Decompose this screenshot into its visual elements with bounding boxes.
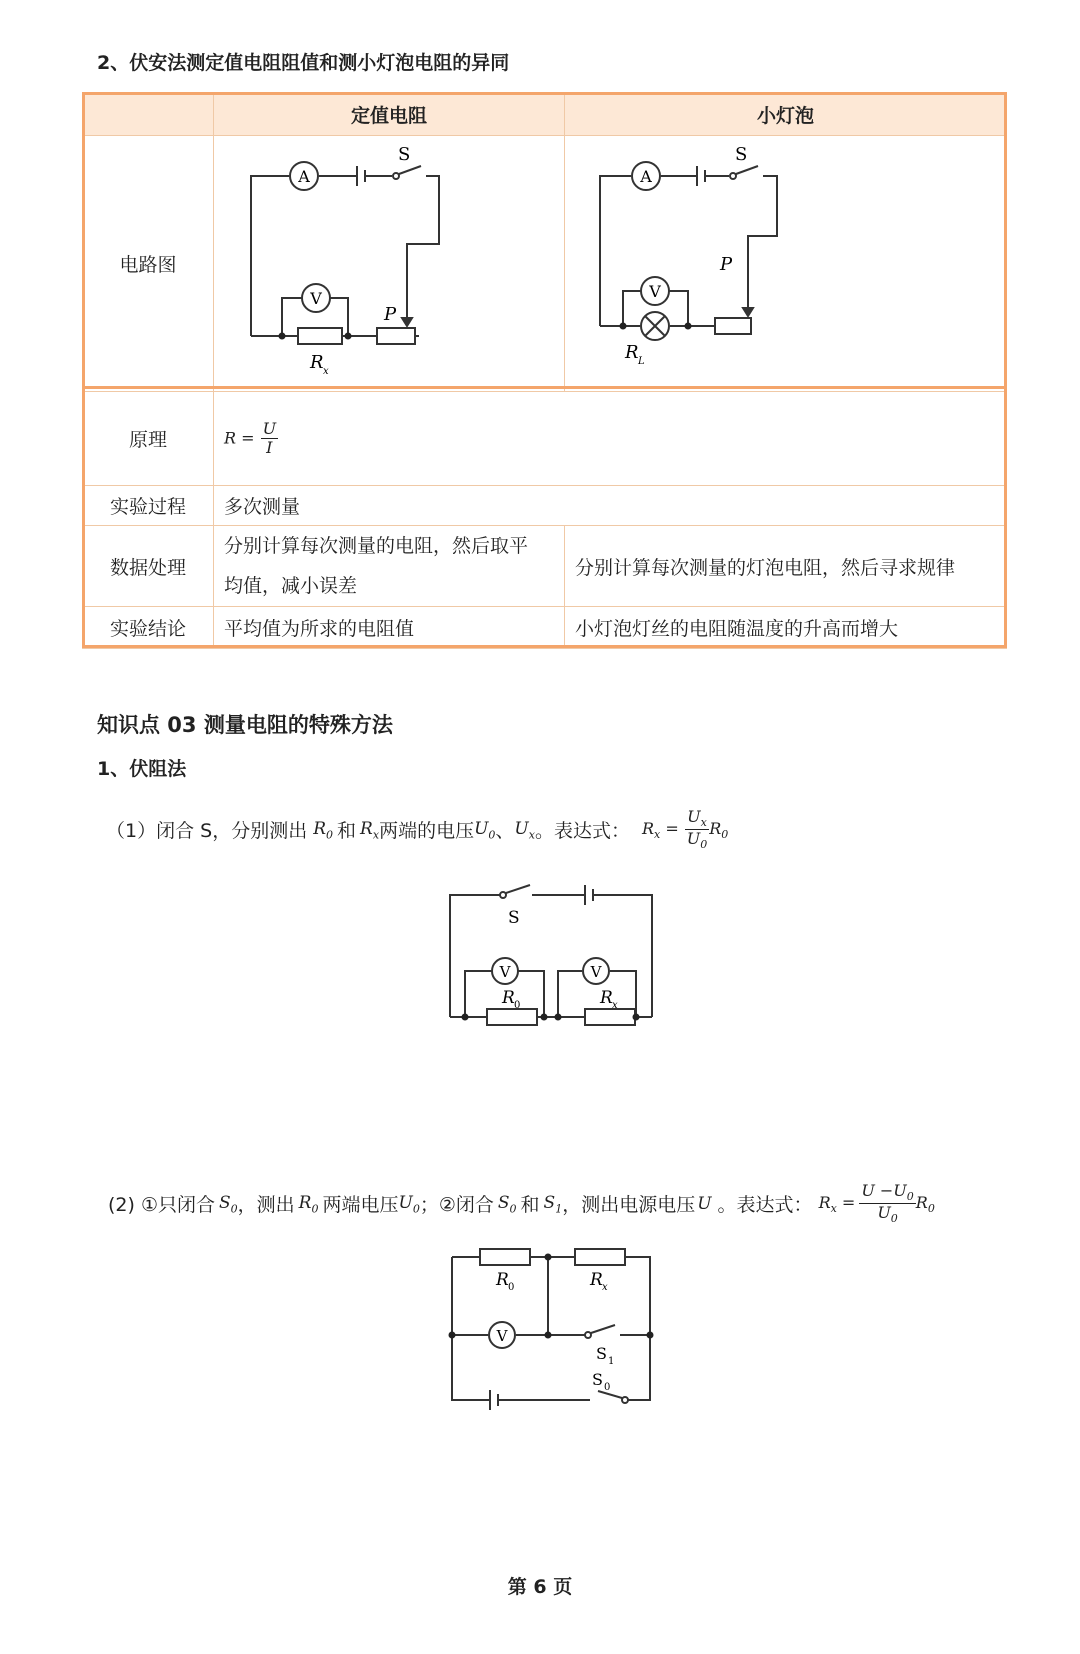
row-label-process: 实验过程 xyxy=(83,486,214,526)
circuit-bulb-cell xyxy=(565,136,1007,392)
ammeter-label: A xyxy=(298,167,310,186)
principle-cell xyxy=(214,392,1007,486)
item2-r0: $R_0$ xyxy=(298,1192,319,1215)
item2-prefix: (2) ①只闭合 xyxy=(108,1194,215,1217)
item1-sep: 、 xyxy=(495,820,515,843)
c1-rx-sub: x xyxy=(612,1000,618,1011)
c2-rx-sub: x xyxy=(602,1282,608,1293)
ammeter-label-bulb: A xyxy=(640,167,652,186)
c2-r0-label: R xyxy=(496,1270,509,1290)
principle-den: I xyxy=(266,438,273,457)
c2-s1-sub: 1 xyxy=(608,1356,615,1367)
c2-voltmeter-label: V xyxy=(496,1327,508,1345)
item2-expr-frac: $\frac{U -U_0}{U_0}$ xyxy=(861,1181,914,1226)
item1-text xyxy=(106,808,728,852)
data-bulb-cell: 分别计算每次测量的灯泡电阻，然后寻求规律 xyxy=(565,526,1007,607)
comparison-table xyxy=(82,92,1007,649)
item2-part4: ，测出电源电压 xyxy=(562,1194,696,1217)
c1-voltmeter-label-1: V xyxy=(499,963,511,981)
row-label-data: 数据处理 xyxy=(83,526,214,607)
item2-s1: $S_1$ xyxy=(543,1192,563,1215)
page-footer: 第 6 页 xyxy=(507,1576,573,1598)
principle-lhs: R = xyxy=(224,429,255,448)
row-label-principle: 原理 xyxy=(83,392,214,486)
switch-label-bulb: S xyxy=(735,144,748,165)
item2-expr-r0: $R_0$ xyxy=(915,1192,935,1215)
switch-label: S xyxy=(398,144,411,165)
item1-and: 和 xyxy=(337,820,357,843)
item1-u0: $U_0$ xyxy=(474,818,496,841)
item2-part5: 。表达式： xyxy=(717,1194,813,1217)
voltmeter-label-bulb: V xyxy=(649,282,661,301)
circuit-fixed-diagram xyxy=(214,136,554,386)
item2-part1: ，测出 xyxy=(237,1194,295,1217)
c2-r0-sub: 0 xyxy=(508,1282,515,1293)
principle-fraction xyxy=(261,420,278,456)
table-header-empty xyxy=(83,93,214,136)
item1-rx: $R_x$ xyxy=(360,818,380,841)
table-header-bulb: 小灯泡 xyxy=(565,93,1007,136)
principle-num: U xyxy=(262,419,277,439)
c1-voltmeter-label-2: V xyxy=(590,963,602,981)
slider-label-bulb: P xyxy=(720,254,733,275)
item1-mid2: 两端的电压 xyxy=(379,820,475,843)
conclusion-bulb-cell: 小灯泡灯丝的电阻随温度的升高而增大 xyxy=(565,607,1007,649)
circuit-fixed-cell xyxy=(214,136,565,392)
data-fixed-line2: 均值，减小误差 xyxy=(224,575,358,597)
row-label-circuit: 电路图 xyxy=(83,136,214,392)
item1-ux: $U_x$ xyxy=(514,818,535,841)
section-title: 2、伏安法测定值电阻阻值和测小灯泡电阻的异同 xyxy=(97,52,510,74)
c1-r0-sub: 0 xyxy=(514,1000,521,1011)
item2-u0: $U_0$ xyxy=(398,1192,420,1215)
rx-sub-label: x xyxy=(323,366,329,377)
item2-part2: 两端电压 xyxy=(322,1194,399,1217)
c2-s0-sub: 0 xyxy=(604,1382,611,1393)
item1-prefix: （1）闭合 S，分别测出 xyxy=(106,820,308,843)
item2-text xyxy=(108,1182,935,1226)
rl-sub-label: L xyxy=(638,356,645,367)
c2-rx-label: R xyxy=(590,1270,603,1290)
item2-part3: ；②闭合 xyxy=(419,1194,494,1217)
rx-label: R xyxy=(310,352,324,373)
item1-expr-frac: $\frac{U_x}{U_0}$ xyxy=(686,807,708,852)
kp03-title: 知识点 03 测量电阻的特殊方法 xyxy=(97,713,393,737)
item2-s0: $S_0$ xyxy=(219,1192,238,1215)
rl-label: R xyxy=(625,342,639,363)
c2-s1-label: S xyxy=(596,1344,607,1363)
item1-suffix: 。表达式： xyxy=(534,820,630,843)
process-cell: 多次测量 xyxy=(214,486,1007,526)
item2-and: 和 xyxy=(520,1194,540,1217)
c2-s0-label: S xyxy=(592,1370,603,1389)
item2-u: U xyxy=(697,1193,712,1214)
item1-expr-lhs: $R_x$ = xyxy=(641,818,679,841)
circuit-method1-diagram xyxy=(430,875,670,1045)
c1-switch-label: S xyxy=(508,908,520,928)
c1-rx-label: R xyxy=(600,988,613,1008)
circuit-bulb-diagram xyxy=(565,136,985,386)
slider-label: P xyxy=(384,304,397,325)
table-header-fixed: 定值电阻 xyxy=(214,93,565,136)
c1-r0-label: R xyxy=(502,988,515,1008)
data-fixed-cell xyxy=(214,526,565,607)
data-fixed-line1: 分别计算每次测量的电阻，然后取平 xyxy=(224,535,529,557)
item1-r0: $R_0$ xyxy=(313,818,334,841)
item1-expr-r0: $R_0$ xyxy=(709,818,729,841)
circuit-method2-diagram xyxy=(430,1245,670,1420)
voltmeter-label: V xyxy=(310,289,322,308)
item2-s0b: $S_0$ xyxy=(497,1192,517,1215)
method1-title: 1、伏阻法 xyxy=(97,758,187,780)
item2-expr-lhs: $R_x$ = xyxy=(818,1192,856,1215)
conclusion-fixed-cell: 平均值为所求的电阻值 xyxy=(214,607,565,649)
row-label-conclusion: 实验结论 xyxy=(83,607,214,649)
